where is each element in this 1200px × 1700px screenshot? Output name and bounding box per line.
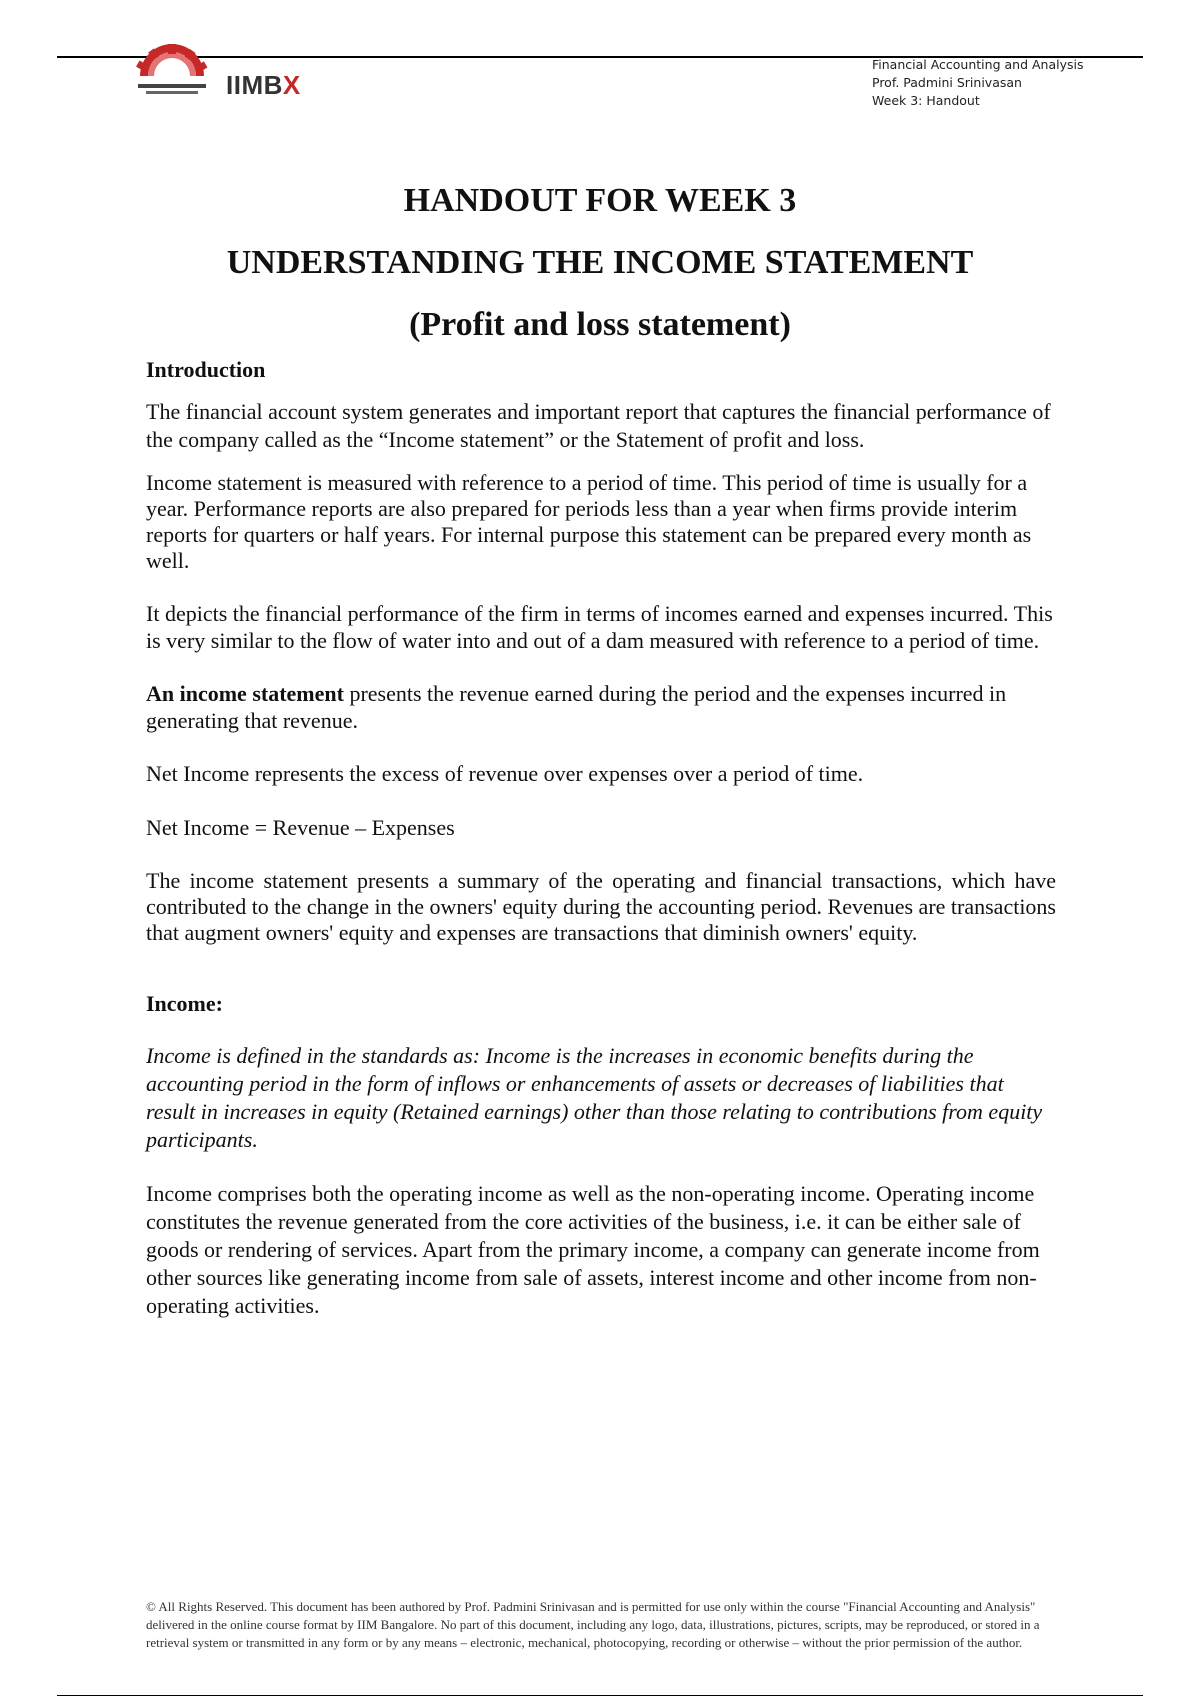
net-income-definition: Net Income represents the excess of revenue over expenses over a period of time. (146, 761, 864, 786)
header-meta (872, 56, 1083, 110)
intro-paragraph-2: Income statement is measured with reference to a period of time. This period of time is usually for a year. Performance reports are also prepared for periods less than a year when firms provide interim reports for quarters or half years. For internal purpose this statement can be prepared every month as well. (146, 470, 1032, 573)
income-definition: Income is defined in the standards as: Income is the increases in economic benefits during the accounting period in the form of inflows or enhancements of assets or decreases of liabilities that result in increases in equity (Retained earnings) other than those relating to contributions from equity participants. (146, 1043, 1043, 1152)
intro-paragraph-3: It depicts the financial performance of the firm in terms of incomes earned and expenses incurred. This is very similar to the flow of water into and out of a dam measured with reference to a period of time. (146, 601, 1053, 653)
page-title: HANDOUT FOR WEEK 3 (403, 182, 797, 219)
footer-rule (57, 1695, 1143, 1696)
intro-paragraph-7: The income statement presents a summary of the operating and financial transactions, which have contributed to the change in the owners' equity during the accounting period. Revenues are transactions that augment owners' equity and expenses are transactions that diminish owners' equity. (146, 868, 1056, 945)
intro-heading: Introduction (146, 357, 266, 382)
page-subtitle-paren: (Profit and loss statement) (409, 306, 791, 343)
iimb-emblem-icon (132, 42, 212, 100)
document-body (146, 356, 1056, 1320)
copyright-notice: © All Rights Reserved. This document has been authored by Prof. Padmini Srinivasan and is permitted for use only within the course "Financial Accounting and Analysis" delivered in the online course format by IIM Bangalore. No part of this document, including any logo, data, illustrations, pictures, scripts, may be reproduced, or stored in a retrieval system or transmitted in any form or by any means – electronic, mechanical, photocopying, recording or otherwise – without the prior permission of the author. (146, 1599, 1040, 1650)
professor-name: Prof. Padmini Srinivasan (872, 75, 1022, 90)
title-block (0, 170, 1200, 356)
income-statement-term: An income statement (146, 681, 344, 706)
net-income-formula: Net Income = Revenue – Expenses (146, 815, 455, 840)
iimbx-brand: IIMBX (226, 70, 301, 100)
intro-paragraph-1: The financial account system generates and important report that captures the financial performance of the company called as the “Income statement” or the Statement of profit and loss. (146, 399, 1051, 452)
intro-paragraph-4: An income statement presents the revenue earned during the period and the expenses incurred in generating that revenue. (146, 681, 1007, 733)
income-paragraph-1: Income comprises both the operating income as well as the non-operating income. Operating income constitutes the revenue generated from the core activities of the business, i.e. it can be either sale of goods or rendering of services. Apart from the primary income, a company can generate income from other sources like generating income from sale of assets, interest income and other income from non-operating activities. (146, 1181, 1040, 1318)
course-name: Financial Accounting and Analysis (872, 57, 1084, 72)
income-heading: Income: (146, 991, 223, 1016)
page-subtitle: UNDERSTANDING THE INCOME STATEMENT (226, 244, 974, 281)
week-label: Week 3: Handout (872, 93, 980, 108)
iimbx-logo (132, 42, 312, 104)
svg-text:IIMB: IIMB (164, 68, 180, 76)
